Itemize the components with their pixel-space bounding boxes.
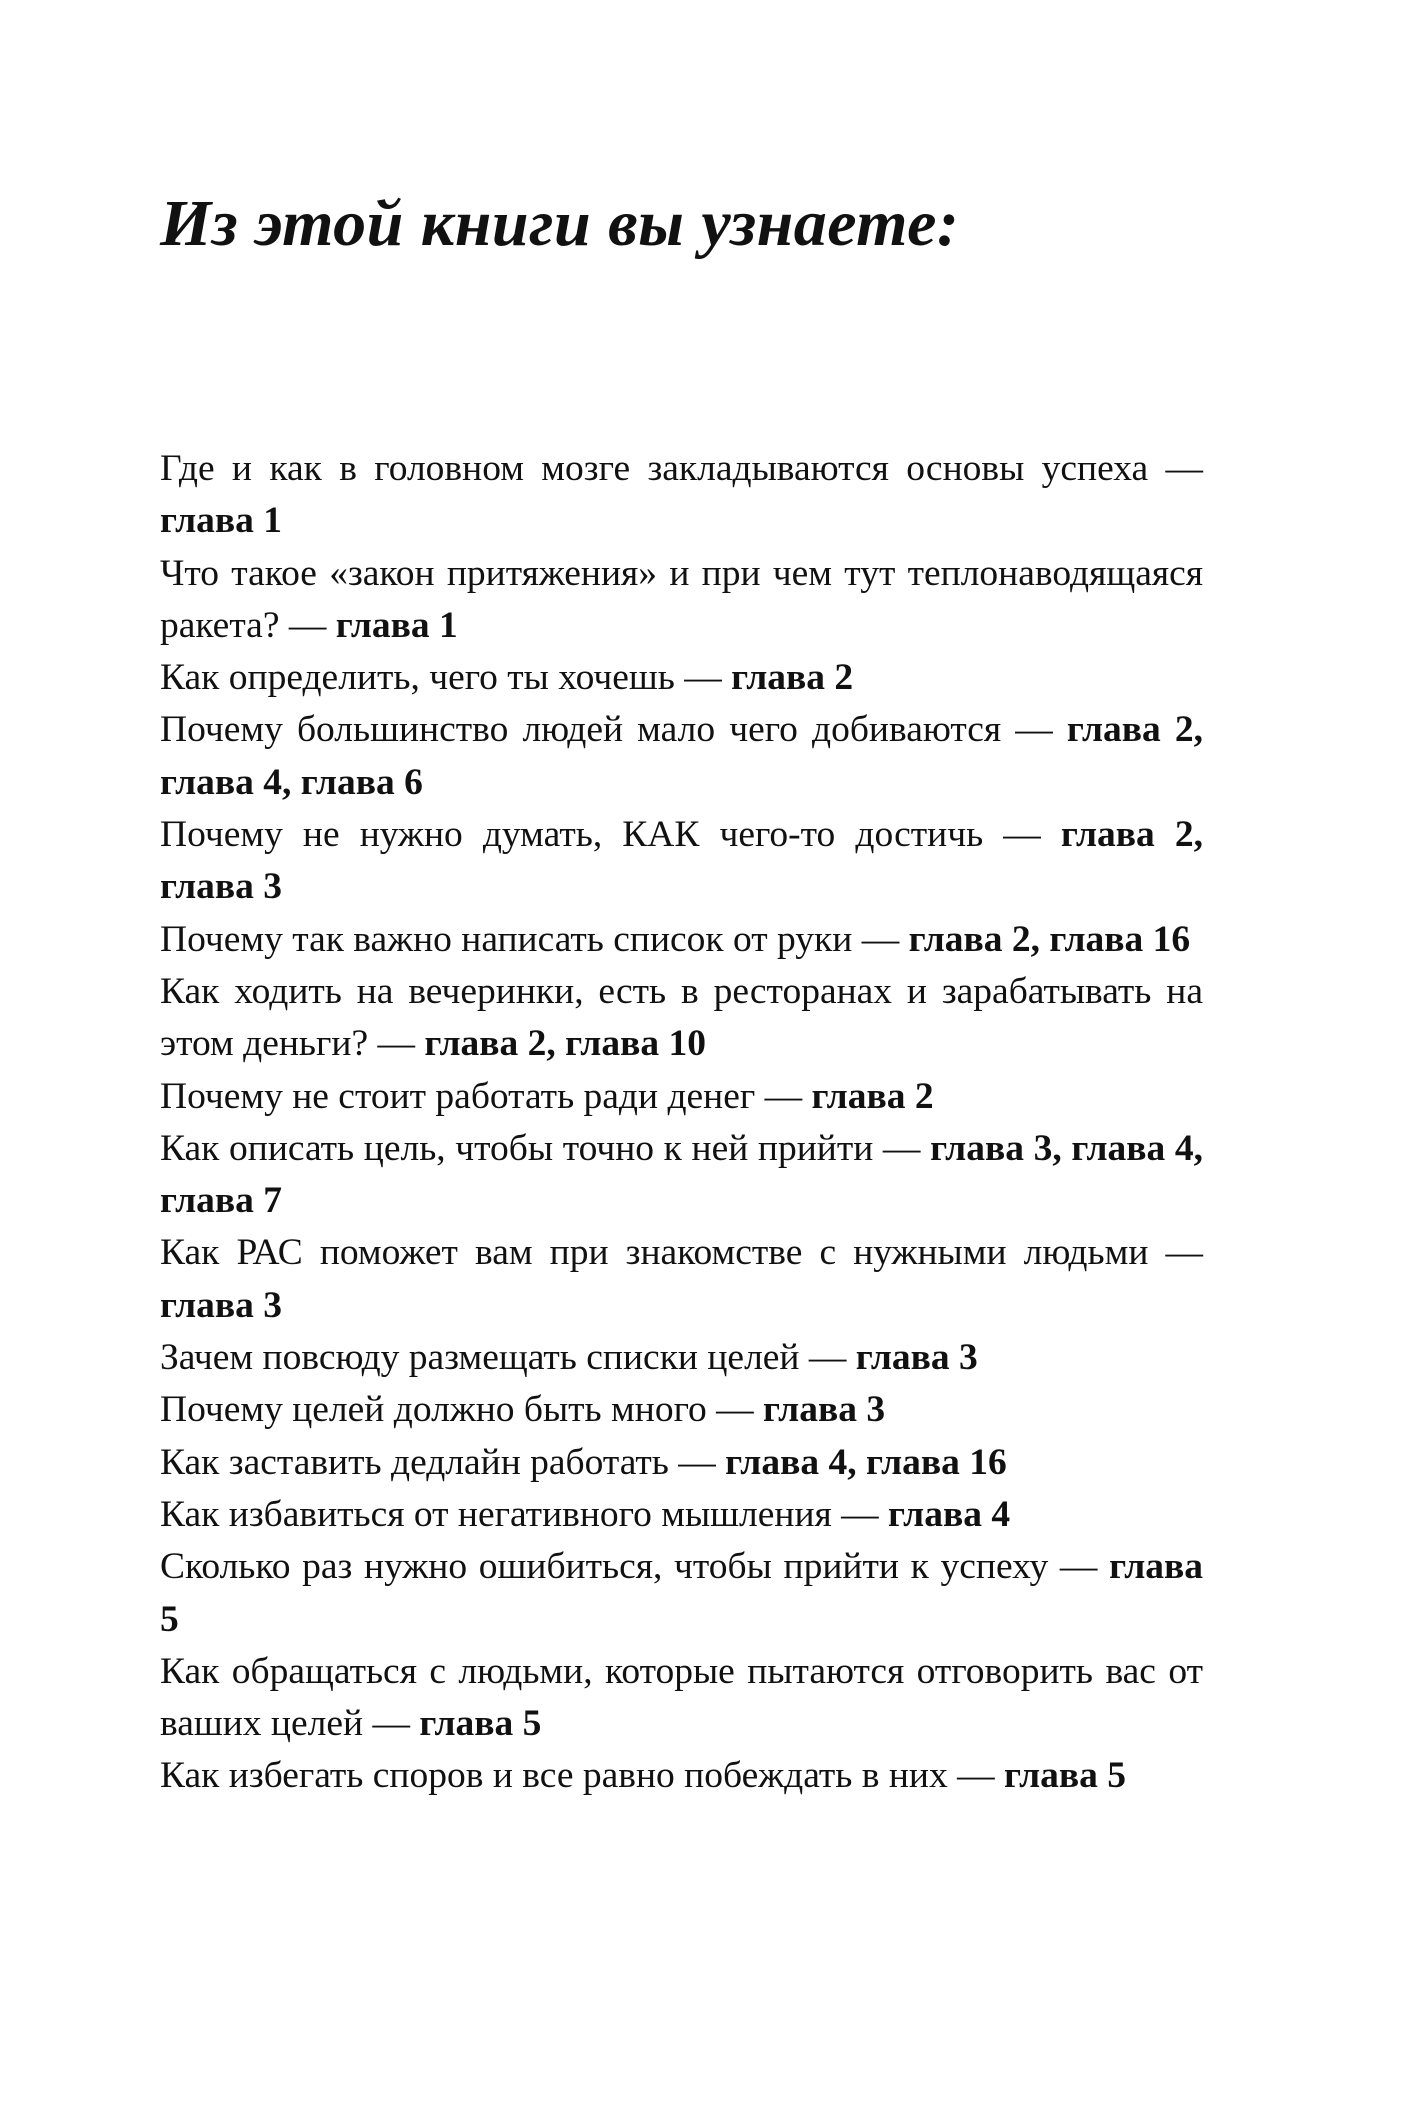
topic-text: Почему целей должно быть много — xyxy=(160,1389,754,1431)
topic-text: Почему не стоит работать ради денег — xyxy=(160,1075,803,1117)
topic-entry xyxy=(160,966,1203,1071)
chapter-reference: глава 2, глава 4, глава 6 xyxy=(160,709,1203,803)
chapter-reference: глава 3 xyxy=(855,1337,978,1379)
page-heading: Из этой книги вы узнаете: xyxy=(160,187,960,260)
topic-entry xyxy=(160,1123,1203,1228)
chapter-reference: глава 1 xyxy=(335,604,458,646)
topic-entry xyxy=(160,1541,1203,1646)
topic-entry xyxy=(160,1437,1203,1489)
topic-text: Почему не нужно думать, КАК чего-то достичь — xyxy=(160,814,1041,856)
chapter-reference: глава 2, глава 16 xyxy=(908,918,1191,960)
topics-list xyxy=(160,443,1203,1803)
chapter-reference: глава 5 xyxy=(160,1546,1203,1640)
topic-entry xyxy=(160,1384,1203,1436)
topic-text: Как описать цель, чтобы точно к ней прийти — xyxy=(160,1127,921,1169)
topic-entry xyxy=(160,1071,1203,1123)
chapter-reference: глава 1 xyxy=(160,500,283,542)
topic-text: Почему большинство людей мало чего добиваются — xyxy=(160,709,1053,751)
chapter-reference: глава 3 xyxy=(160,1284,283,1326)
topic-text: Как избегать споров и все равно побеждать в них — xyxy=(160,1755,995,1797)
chapter-reference: глава 2, глава 10 xyxy=(424,1023,706,1065)
topic-text: Как обращаться с людьми, которые пытаются отговорить вас от ваших целей — xyxy=(160,1650,1203,1745)
topic-entry xyxy=(160,548,1203,653)
chapter-reference: глава 3 xyxy=(763,1389,886,1431)
topic-text: Почему так важно написать список от руки — xyxy=(160,918,900,960)
topic-entry xyxy=(160,1227,1203,1332)
topic-entry xyxy=(160,652,1203,704)
chapter-reference: глава 2 xyxy=(731,657,854,699)
chapter-reference: глава 4 xyxy=(888,1493,1011,1535)
topic-text: Как ходить на вечеринки, есть в ресторанах и зарабатывать на этом деньги? — xyxy=(160,970,1203,1065)
chapter-reference: глава 2 xyxy=(811,1075,934,1117)
chapter-reference: глава 5 xyxy=(1003,1755,1127,1797)
topic-text: Где и как в головном мозге закладываются основы успеха — xyxy=(160,448,1203,489)
chapter-reference: глава 2, глава 3 xyxy=(160,814,1203,908)
topic-entry xyxy=(160,1750,1203,1802)
topic-entry xyxy=(160,1332,1203,1384)
topic-text: Как РАС поможет вам при знакомстве с нужными людьми — xyxy=(160,1232,1203,1274)
topic-text: Зачем повсюду размещать списки целей — xyxy=(160,1337,847,1379)
topic-entry xyxy=(160,443,1203,548)
topic-entry xyxy=(160,1646,1203,1751)
topic-text: Что такое «закон притяжения» и при чем тут теплонаводящаяся ракета? — xyxy=(160,552,1203,646)
topic-text: Как заставить дедлайн работать — xyxy=(160,1441,716,1483)
topic-entry xyxy=(160,809,1203,914)
topic-entry xyxy=(160,1489,1203,1541)
chapter-reference: глава 3, глава 4, глава 7 xyxy=(160,1127,1203,1222)
topic-text: Сколько раз нужно ошибиться, чтобы прийти к успеху — xyxy=(160,1546,1098,1588)
topic-entry xyxy=(160,914,1203,966)
chapter-reference: глава 4, глава 16 xyxy=(725,1441,1007,1483)
topic-text: Как определить, чего ты хочешь — xyxy=(160,657,722,699)
chapter-reference: глава 5 xyxy=(419,1703,542,1745)
topic-entry xyxy=(160,704,1203,809)
topic-text: Как избавиться от негативного мышления — xyxy=(160,1493,879,1535)
